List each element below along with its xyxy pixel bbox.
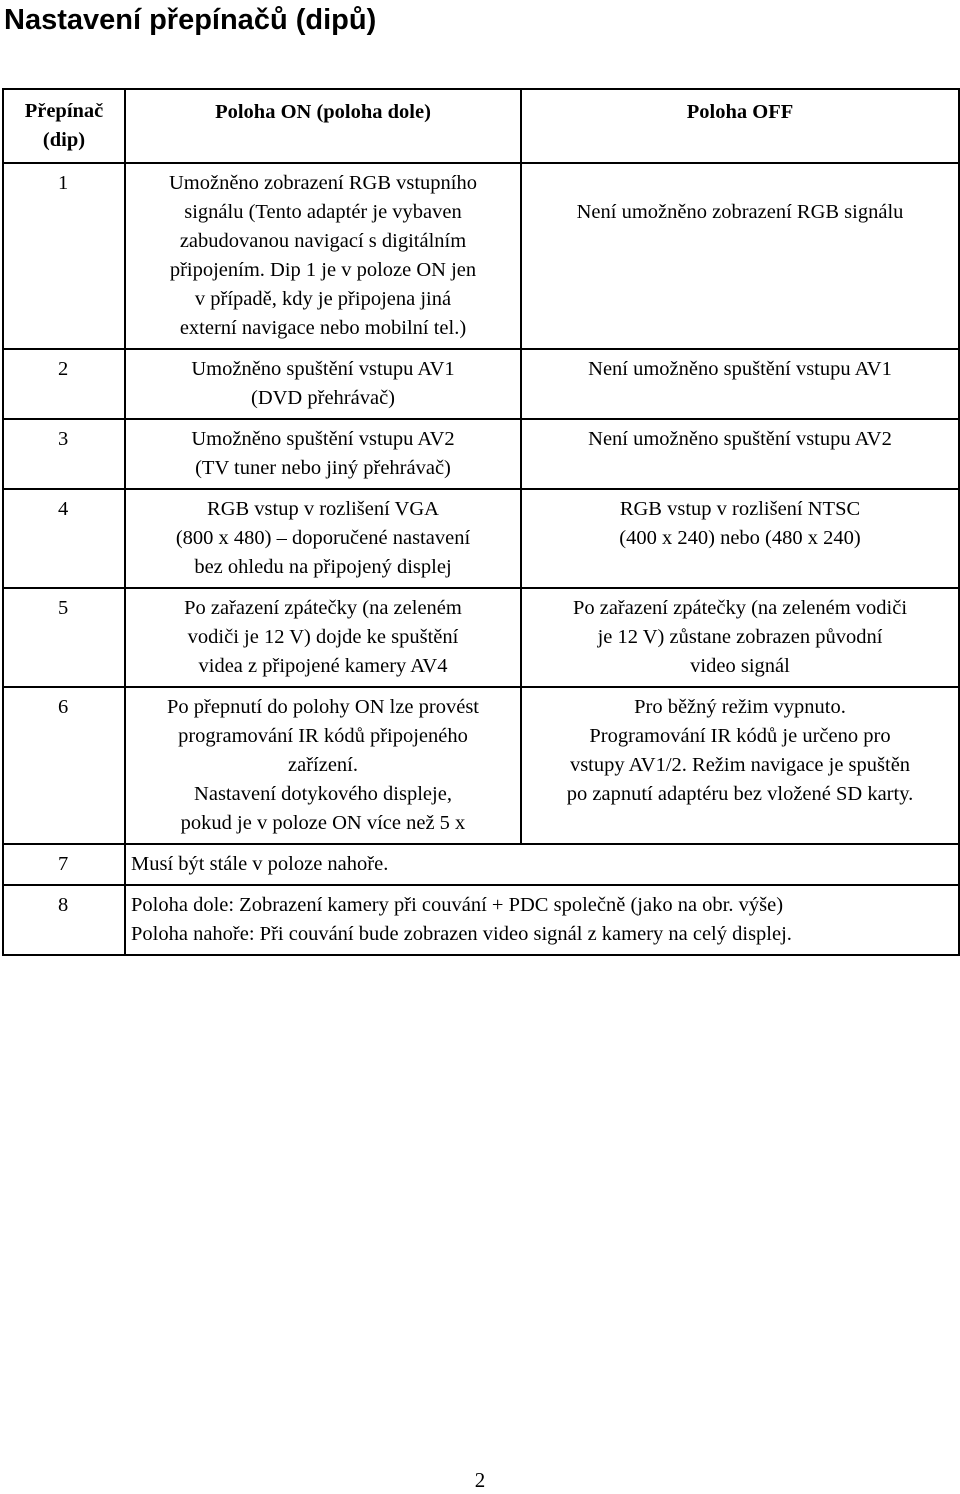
- header-off: Poloha OFF: [521, 89, 959, 163]
- text-line: (400 x 240) nebo (480 x 240): [619, 527, 861, 549]
- text-line: Umožněno zobrazení RGB vstupního: [168, 172, 477, 194]
- on-description: [125, 163, 521, 349]
- text-line: Po přepnutí do polohy ON lze provést: [166, 696, 479, 718]
- on-description: [125, 687, 521, 844]
- text-line: video signál: [690, 655, 790, 677]
- wide-description: [125, 885, 959, 955]
- text-line: Musí být stále v poloze nahoře.: [131, 853, 389, 875]
- dip-number: 5: [3, 588, 125, 687]
- text-line: vstupy AV1/2. Režim navigace je spuštěn: [569, 754, 911, 776]
- dip-number: 3: [3, 419, 125, 489]
- dip-switch-table: [2, 88, 960, 956]
- text-line: Programování IR kódů je určeno pro: [589, 725, 891, 747]
- on-description: [125, 349, 521, 419]
- table-row: [3, 163, 959, 349]
- text-line: Po zařazení zpátečky (na zeleném: [184, 597, 462, 619]
- text-line: (TV tuner nebo jiný přehrávač): [195, 457, 451, 479]
- dip-number: 2: [3, 349, 125, 419]
- text-line: (DVD přehrávač): [251, 387, 395, 409]
- table-row: [3, 588, 959, 687]
- header-switch: [3, 89, 125, 163]
- text-line: pokud je v poloze ON více než 5 x: [180, 812, 466, 834]
- dip-number: 8: [3, 885, 125, 955]
- header-switch-line: Přepínač: [24, 100, 104, 122]
- dip-number: 1: [3, 163, 125, 349]
- page-title: Nastavení přepínačů (dipů): [4, 4, 377, 36]
- dip-number: 6: [3, 687, 125, 844]
- empty-cell: [521, 844, 959, 885]
- text-line: je 12 V) zůstane zobrazen původní: [597, 626, 883, 648]
- table-row: [3, 885, 959, 955]
- table-header-row: [3, 89, 959, 163]
- table-row: [3, 349, 959, 419]
- off-description: [521, 349, 959, 419]
- text-line: Pro běžný režim vypnuto.: [634, 696, 846, 718]
- text-line: Umožněno spuštění vstupu AV2: [191, 428, 455, 450]
- on-description: [125, 489, 521, 588]
- table-row: [3, 489, 959, 588]
- text-line: videa z připojené kamery AV4: [198, 655, 448, 677]
- text-line: Poloha nahoře: Při couvání bude zobrazen video signál z kamery na celý displej.: [131, 923, 792, 945]
- text-line: (800 x 480) – doporučené nastavení: [175, 527, 471, 549]
- table-row: [3, 844, 959, 885]
- text-line: vodiči je 12 V) dojde ke spuštění: [187, 626, 459, 648]
- text-line: externí navigace nebo mobilní tel.): [179, 317, 467, 339]
- text-line: bez ohledu na připojený displej: [194, 556, 452, 578]
- off-description: [521, 489, 959, 588]
- text-line: RGB vstup v rozlišení VGA: [207, 498, 439, 520]
- text-line: Není umožněno spuštění vstupu AV2: [588, 428, 892, 450]
- text-line: Umožněno spuštění vstupu AV1: [191, 358, 455, 380]
- text-line: Není umožněno zobrazení RGB signálu: [576, 201, 904, 223]
- on-description: [125, 419, 521, 489]
- wide-description: [125, 844, 521, 885]
- text-line: signálu (Tento adaptér je vybaven: [184, 201, 462, 223]
- text-line: Nastavení dotykového displeje,: [194, 783, 452, 805]
- text-line: RGB vstup v rozlišení NTSC: [619, 498, 861, 520]
- header-switch-line: (dip): [42, 129, 86, 151]
- dip-number: 7: [3, 844, 125, 885]
- text-line: Není umožněno spuštění vstupu AV1: [588, 358, 892, 380]
- text-line: zařízení.: [288, 754, 358, 776]
- text-line: programování IR kódů připojeného: [178, 725, 468, 747]
- dip-number: 4: [3, 489, 125, 588]
- on-description: [125, 588, 521, 687]
- table-row: [3, 687, 959, 844]
- off-description: [521, 163, 959, 349]
- off-description: [521, 588, 959, 687]
- page-number: 2: [474, 1468, 486, 1492]
- header-on: Poloha ON (poloha dole): [125, 89, 521, 163]
- text-line: Po zařazení zpátečky (na zeleném vodiči: [572, 597, 908, 619]
- text-line: Poloha dole: Zobrazení kamery při couvání + PDC společně (jako na obr. výše): [131, 894, 784, 916]
- text-line: připojením. Dip 1 je v poloze ON jen: [169, 259, 477, 281]
- off-description: [521, 687, 959, 844]
- text-line: zabudovanou navigací s digitálním: [179, 230, 467, 252]
- off-description: [521, 419, 959, 489]
- text-line: v případě, kdy je připojena jiná: [194, 288, 452, 310]
- text-line: po zapnutí adaptéru bez vložené SD karty.: [566, 783, 914, 805]
- table-row: [3, 419, 959, 489]
